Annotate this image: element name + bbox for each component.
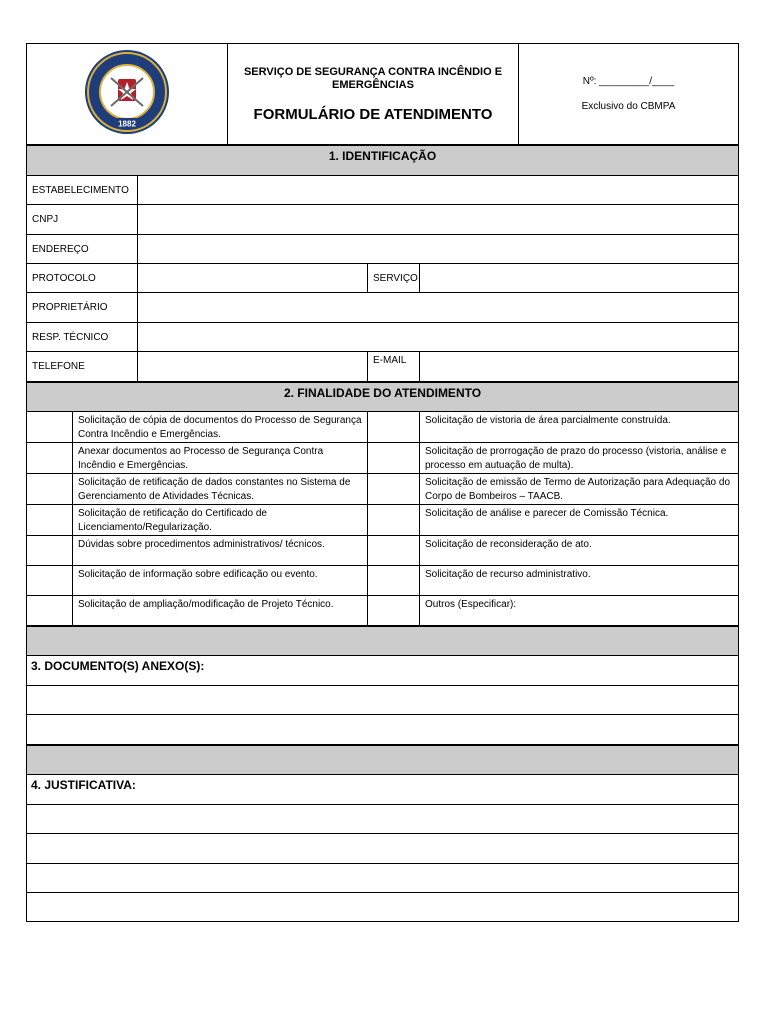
option-label: Solicitação de recurso administrativo. (420, 566, 739, 596)
justification-line[interactable] (27, 864, 739, 893)
servico-field[interactable] (420, 264, 739, 293)
protocolo-label: PROTOCOLO (27, 264, 138, 293)
option-checkbox[interactable] (27, 474, 73, 505)
protocolo-field[interactable] (138, 264, 368, 293)
estabelecimento-field[interactable] (138, 176, 739, 205)
fire-department-seal-icon (83, 48, 171, 136)
attachment-line[interactable] (27, 715, 739, 745)
servico-label: SERVIÇO (368, 264, 420, 293)
attendance-form (26, 43, 739, 922)
option-label: Solicitação de informação sobre edificação ou evento. (73, 566, 368, 596)
proprietario-label: PROPRIETÁRIO (27, 293, 138, 323)
option-label: Anexar documentos ao Processo de Segurança Contra Incêndio e Emergências. (73, 443, 368, 474)
logo-year: 1882 (118, 119, 136, 128)
service-title: SERVIÇO DE SEGURANÇA CONTRA INCÊNDIO E EMERGÊNCIAS (243, 65, 503, 91)
option-checkbox[interactable] (27, 412, 73, 443)
option-checkbox[interactable] (368, 536, 420, 566)
cnpj-label: CNPJ (27, 205, 138, 235)
resp-tecnico-label: RESP. TÉCNICO (27, 323, 138, 352)
option-checkbox[interactable] (368, 505, 420, 536)
cnpj-field[interactable] (138, 205, 739, 235)
option-label: Solicitação de ampliação/modificação de Projeto Técnico. (73, 596, 368, 626)
section-separator (27, 746, 739, 775)
option-label: Outros (Especificar): (420, 596, 739, 626)
endereco-label: ENDEREÇO (27, 235, 138, 264)
title-cell (228, 44, 519, 145)
attachments-section (26, 626, 739, 745)
option-checkbox[interactable] (368, 443, 420, 474)
option-label: Solicitação de prorrogação de prazo do processo (vistoria, análise e processo em autuação de multa). (420, 443, 739, 474)
number-field[interactable]: Nº: _________/____ (582, 76, 675, 87)
section3-title: 3. DOCUMENTO(S) ANEXO(S): (27, 656, 739, 686)
option-label: Solicitação de análise e parecer de Comissão Técnica. (420, 505, 739, 536)
option-checkbox[interactable] (368, 566, 420, 596)
attachment-line[interactable] (27, 686, 739, 715)
exclusive-note: Exclusivo do CBMPA (581, 101, 676, 112)
option-label: Solicitação de reconsideração de ato. (420, 536, 739, 566)
resp-tecnico-field[interactable] (138, 323, 739, 352)
justification-line[interactable] (27, 805, 739, 834)
justification-section (26, 745, 739, 922)
section4-title: 4. JUSTIFICATIVA: (27, 775, 739, 805)
endereco-field[interactable] (138, 235, 739, 264)
justification-line[interactable] (27, 834, 739, 864)
option-checkbox[interactable] (368, 474, 420, 505)
logo-cell (27, 44, 228, 145)
option-checkbox[interactable] (27, 566, 73, 596)
estabelecimento-label: ESTABELECIMENTO (27, 176, 138, 205)
section2-title: 2. FINALIDADE DO ATENDIMENTO (27, 383, 739, 412)
justification-line[interactable] (27, 893, 739, 922)
section1-title: 1. IDENTIFICAÇÃO (27, 146, 739, 176)
option-checkbox[interactable] (368, 596, 420, 626)
option-label: Solicitação de emissão de Termo de Autorização para Adequação do Corpo de Bombeiros – TAACB. (420, 474, 739, 505)
purpose-section (26, 382, 739, 626)
section-separator (27, 627, 739, 656)
telefone-field[interactable] (138, 352, 368, 382)
option-label: Solicitação de vistoria de área parcialmente construída. (420, 412, 739, 443)
option-label: Dúvidas sobre procedimentos administrativos/ técnicos. (73, 536, 368, 566)
proprietario-field[interactable] (138, 293, 739, 323)
number-cell (519, 44, 739, 145)
telefone-label: TELEFONE (27, 352, 138, 382)
option-checkbox[interactable] (368, 412, 420, 443)
option-label: Solicitação de cópia de documentos do Processo de Segurança Contra Incêndio e Emergências. (73, 412, 368, 443)
identification-section (26, 145, 739, 382)
option-checkbox[interactable] (27, 505, 73, 536)
form-header (26, 43, 739, 145)
option-checkbox[interactable] (27, 596, 73, 626)
option-label: Solicitação de retificação do Certificado de Licenciamento/Regularização. (73, 505, 368, 536)
option-checkbox[interactable] (27, 536, 73, 566)
option-checkbox[interactable] (27, 443, 73, 474)
form-title: FORMULÁRIO DE ATENDIMENTO (253, 105, 493, 123)
email-label: E-MAIL (368, 352, 420, 382)
email-field[interactable] (420, 352, 739, 382)
option-label: Solicitação de retificação de dados constantes no Sistema de Gerenciamento de Atividades Técnicas. (73, 474, 368, 505)
